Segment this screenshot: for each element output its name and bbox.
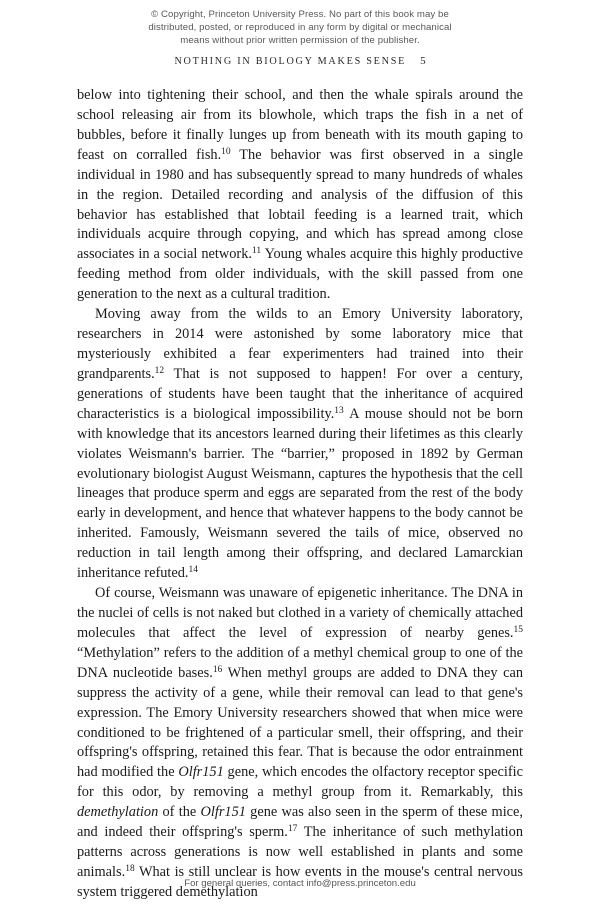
copyright-notice [0,8,600,48]
running-head [0,55,600,67]
paragraph-epigenetic-inheritance: Of course, Weismann was unaware of epigenetic inheritance. The DNA in the nuclei of cells is not naked but clothed in a variety of chemically attached molecules that affect the level of expression of nearby genes.$^{15}$ “Methylation” refers to the addition of a methyl chemical group to one of the DNA nucleotide bases.$^{16}$ When methyl groups are added to DNA they can suppress the activity of a gene, while their removal can lead to that gene's expression. The Emory University researchers showed that when mice were conditioned to be frightened of a particular smell, their offspring, and their offspring's offspring, retained this fear. That is because the odor entrainment had modified the Olfr151 gene, which encodes the olfactory receptor specific for this odor, by removing a methyl group from it. Remarkably, this demethylation of the Olfr151 gene was also seen in the sperm of these mice, and indeed their offspring's sperm.$^{17}$ The inheritance of such methylation patterns across generations is now well established in plants and some animals.$^{18}$ What is still unclear is how events in the mouse's central nervous system triggered demethylation [77,585,523,900]
footer-queries-line: For general queries, contact info@press.princeton.edu [184,878,416,889]
page-number: 5 [420,55,426,67]
running-head-title: NOTHING IN BIOLOGY MAKES SENSE [174,56,407,67]
body-text-block [77,86,523,903]
copyright-notice-line-1: © Copyright, Princeton University Press. No part of this book may be [151,9,449,20]
copyright-notice-line-3: means without prior written permission of the publisher. [180,35,420,47]
copyright-notice-line-2: distributed, posted, or reproduced in any form by digital or mechanical [148,22,452,34]
paragraph-emory-mice: Moving away from the wilds to an Emory University laboratory, researchers in 2014 were astonished by some laboratory mice that mysteriously exhibited a fear experimenters had trained into their grandparents.$^{12}$ That is not supposed to happen! For over a century, generations of students have been taught that the inheritance of acquired characteristics is a biological impossibility.$^{13}$ A mouse should not be born with knowledge that its ancestors learned during their lifetimes as this clearly violates Weismann's barrier. The “barrier,” proposed in 1892 by German evolutionary biologist August Weismann, captures the hypothesis that the cell lineages that produce sperm and eggs are separated from the rest of the body early in development, and hence that whatever happens to the body cannot be inherited. Famously, Weismann severed the tails of mice, observed no reduction in tail length among their offspring, and declared Lamarckian inheritance refuted.$^{14}$ [77,306,523,582]
paragraph-lobtail-feeding: below into tightening their school, and then the whale spirals around the school releasing air from its blowhole, which traps the fish in a net of bubbles, before it finally lunges up from beneath with its mouth gaping to feast on corralled fish.$^{10}$ The behavior was first observed in a single individual in 1980 and has subsequently spread to many hundreds of whales in the region. Detailed recording and analysis of the diffusion of this behavior has established that lobtail feeding is a learned trait, which individuals acquire through copying, and which has spread among close associates in a social network.$^{11}$ Young whales acquire this highly productive feeding method from older individuals, with the skill passed from one generation to the next as a cultural tradition. [77,87,523,303]
